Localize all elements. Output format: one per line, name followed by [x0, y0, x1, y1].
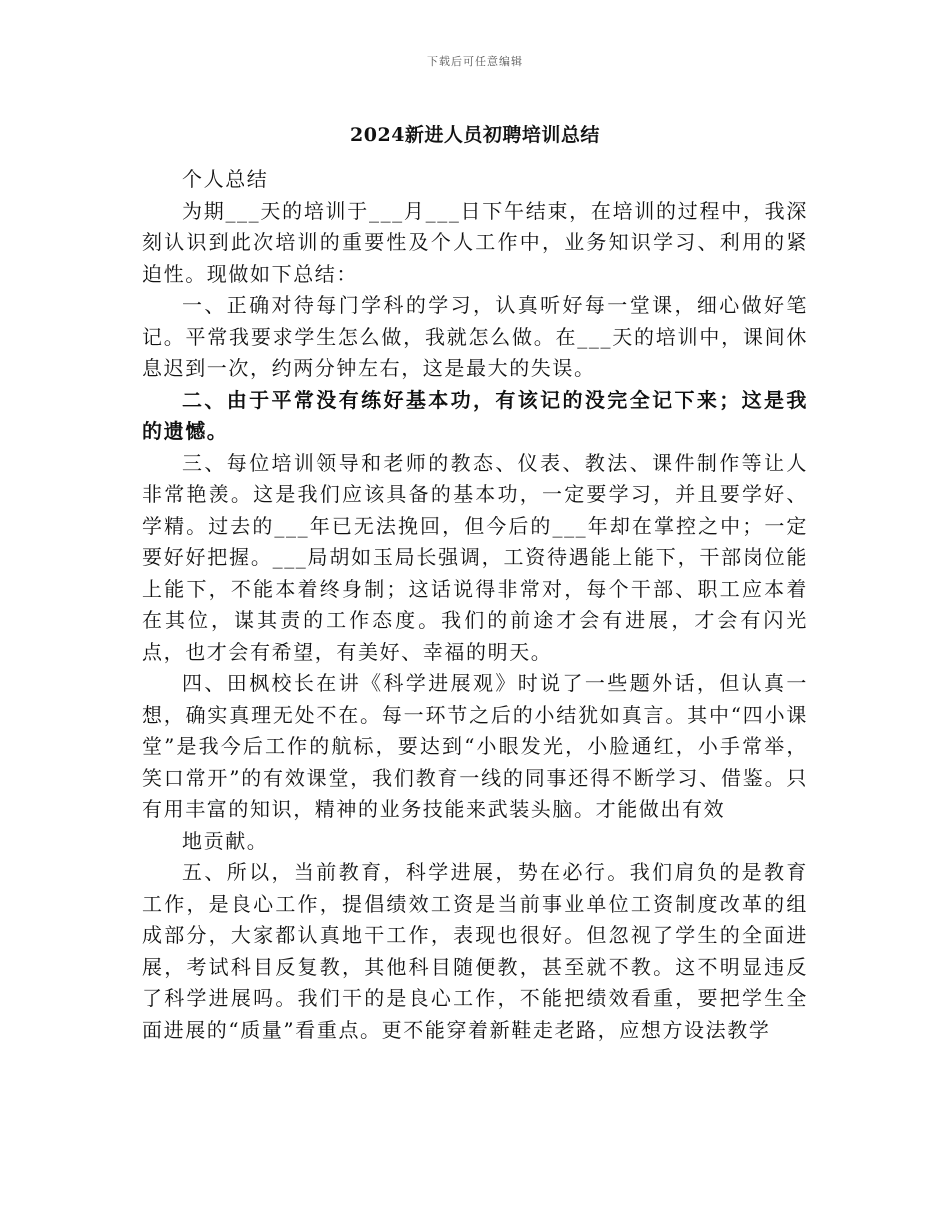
- paragraph-personal-summary: 个人总结: [182, 167, 269, 191]
- paragraph-point-4-continuation: 地贡献。: [182, 828, 269, 853]
- paragraph-point-4: 四、田枫校长在讲《科学进展观》时说了一些题外话，但认真一想，确实真理无处不在。每一环节之后的小结犹如真言。其中“四小课堂”是我今后工作的航标，要达到“小眼发光，小脸通红，小手常举，笑口常开”的有效课堂，我们教育一线的同事还得不断学习、借鉴。只有用丰富的知识，精神的业务技能来武装头脑。才能做出有效: [142, 671, 808, 821]
- page-header-note: 下载后可任意编辑: [427, 55, 523, 68]
- document-title: 2024新进人员初聘培训总结: [350, 124, 600, 146]
- paragraph-intro: 为期___天的培训于___月___日下午结束，在培训的过程中，我深刻认识到此次培训的重要性及个人工作中，业务知识学习、利用的紧迫性。现做如下总结：: [142, 198, 808, 286]
- paragraph-point-3: 三、每位培训领导和老师的教态、仪表、教法、课件制作等让人非常艳羡。这是我们应该具备的基本功，一定要学习，并且要学好、学精。过去的___年已无法挽回，但今后的___年却在掌控之中；一定要好好把握。___局胡如玉局长强调，工资待遇能上能下，干部岗位能上能下，不能本着终身制；这话说得非常对，每个干部、职工应本着在其位，谋其责的工作态度。我们的前途才会有进展，才会有闪光点，也才会有希望，有美好、幸福的明天。: [142, 450, 808, 664]
- paragraph-point-1: 一、正确对待每门学科的学习，认真听好每一堂课，细心做好笔记。平常我要求学生怎么做，我就怎么做。在___天的培训中，课间休息迟到一次，约两分钟左右，这是最大的失误。: [142, 293, 808, 380]
- paragraph-point-2: 二、由于平常没有练好基本功，有该记的没完全记下来；这是我的遗憾。: [142, 387, 808, 443]
- paragraph-point-5: 五、所以，当前教育，科学进展，势在必行。我们肩负的是教育工作，是良心工作，提倡绩效工资是当前事业单位工资制度改革的组成部分，大家都认真地干工作，表现也很好。但忽视了学生的全面进展，考试科目反复教，其他科目随便教，甚至就不教。这不明显违反了科学进展吗。我们干的是良心工作，不能把绩效看重，要把学生全面进展的“质量”看重点。更不能穿着新鞋走老路，应想方设法教学: [142, 860, 808, 1042]
- document-body: [142, 164, 808, 1046]
